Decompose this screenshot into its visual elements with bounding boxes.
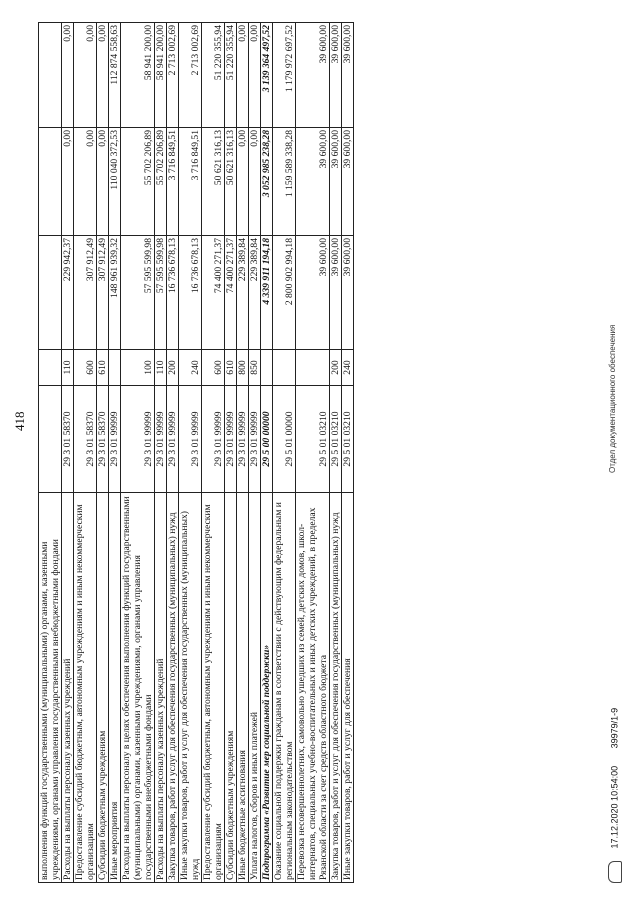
cell-s1: 148 961 939,32 [109, 236, 121, 350]
cell-s3: 39 600,00 [342, 23, 354, 128]
cell-name: Расходы на выплаты персоналу в целях обеспечения выполнения функций государственными (муниципальными) органами, казенными учреждениями, органами управления государственными внебюджетными фондами [121, 493, 155, 883]
cell-vr [261, 350, 273, 386]
cell-s1: 229 389,84 [237, 236, 249, 350]
cell-name: Перевозка несовершеннолетних, самовольно ушедших из семей, детских домов, школ-интернатов, специальных учебно-воспитательных и иных детских учреждений, в пределах Рязанской области за счет средств областного бюджета [296, 493, 330, 883]
cell-name: Оказание социальной поддержки гражданам в соответствии с действующим федеральным и региональным законодательством [273, 493, 296, 883]
cell-code: 29 5 00 00000 [261, 386, 273, 493]
table-row [179, 23, 202, 883]
table-row [121, 23, 155, 883]
budget-table-body [39, 23, 354, 883]
cell-s1: 307 912,49 [97, 236, 109, 350]
cell-vr: 240 [342, 350, 354, 386]
cell-code: 29 3 01 99999 [237, 386, 249, 493]
cell-s2: 55 702 206,89 [121, 128, 155, 236]
cell-code: 29 3 01 99999 [167, 386, 179, 493]
table-row [155, 23, 167, 883]
cell-s2: 55 702 206,89 [155, 128, 167, 236]
cell-code: 29 3 01 99999 [155, 386, 167, 493]
cell-code [39, 386, 62, 493]
cell-s3: 112 874 558,63 [109, 23, 121, 128]
cell-code: 29 3 01 99999 [121, 386, 155, 493]
cell-vr: 110 [62, 350, 74, 386]
cell-s1: 16 736 678,13 [167, 236, 179, 350]
cell-s3: 51 220 355,94 [225, 23, 237, 128]
cell-s2: 110 040 372,53 [109, 128, 121, 236]
cell-vr: 610 [97, 350, 109, 386]
cell-code: 29 3 01 58370 [74, 386, 97, 493]
table-row [249, 23, 261, 883]
cell-s3: 0,00 [97, 23, 109, 128]
cell-vr [109, 350, 121, 386]
cell-s2: 0,00 [249, 128, 261, 236]
cell-code: 29 3 01 99999 [109, 386, 121, 493]
cell-code: 29 5 01 00000 [273, 386, 296, 493]
cell-vr: 100 [121, 350, 155, 386]
cell-s2: 39 600,00 [330, 128, 342, 236]
cell-vr: 600 [202, 350, 225, 386]
cell-code: 29 5 01 03210 [342, 386, 354, 493]
table-row [342, 23, 354, 883]
cell-s2: 3 716 849,51 [179, 128, 202, 236]
cell-s1: 57 595 599,98 [121, 236, 155, 350]
cell-s3: 58 941 200,00 [155, 23, 167, 128]
table-row [39, 23, 62, 883]
table-row [202, 23, 225, 883]
cell-s2: 0,00 [237, 128, 249, 236]
cell-vr: 200 [167, 350, 179, 386]
cell-s1: 2 800 902 994,18 [273, 236, 296, 350]
cell-s1: 39 600,00 [296, 236, 330, 350]
cell-vr [273, 350, 296, 386]
cell-s3: 2 713 002,69 [167, 23, 179, 128]
cell-s1: 39 600,00 [342, 236, 354, 350]
cell-s1: 4 339 911 194,18 [261, 236, 273, 350]
cell-name: Расходы на выплаты персоналу казенных учреждений [155, 493, 167, 883]
footer-stamp [608, 708, 622, 883]
cell-s1: 307 912,49 [74, 236, 97, 350]
footer-datetime: 17.12.2020 10:54:00 [609, 765, 620, 849]
cell-name: Иные закупки товаров, работ и услуг для обеспечения [342, 493, 354, 883]
cell-s1: 74 400 271,37 [225, 236, 237, 350]
cell-s3: 39 600,00 [296, 23, 330, 128]
cell-name: выполнения функций государственными (муниципальными) органами, казенными учреждениями, органами управления государственными внебюджетными фондами [39, 493, 62, 883]
cell-s3: 0,00 [249, 23, 261, 128]
cell-code: 29 3 01 99999 [179, 386, 202, 493]
cell-s2: 0,00 [74, 128, 97, 236]
table-row [74, 23, 97, 883]
cell-code: 29 3 01 58370 [62, 386, 74, 493]
table-row [330, 23, 342, 883]
cell-s2: 3 716 849,51 [167, 128, 179, 236]
table-row [273, 23, 296, 883]
cell-s2: 50 621 316,13 [225, 128, 237, 236]
cell-s3: 3 139 364 497,52 [261, 23, 273, 128]
cell-vr: 110 [155, 350, 167, 386]
cell-name: Субсидии бюджетным учреждениям [225, 493, 237, 883]
table-row [97, 23, 109, 883]
cell-code: 29 3 01 99999 [202, 386, 225, 493]
cell-name: Предоставление субсидий бюджетным, автономным учреждениям и иным некоммерческим организациям [202, 493, 225, 883]
cell-vr: 600 [74, 350, 97, 386]
cell-s2: 0,00 [62, 128, 74, 236]
table-row [296, 23, 330, 883]
cell-s3: 58 941 200,00 [121, 23, 155, 128]
cell-s2: 39 600,00 [296, 128, 330, 236]
cell-code: 29 3 01 58370 [97, 386, 109, 493]
cell-s3 [39, 23, 62, 128]
footer-doc-number: 39979/1-9 [609, 707, 620, 749]
cell-vr: 240 [179, 350, 202, 386]
cell-s3: 2 713 002,69 [179, 23, 202, 128]
cell-name: Подпрограмма «Развитие мер социальной поддержки» [261, 493, 273, 883]
cell-name: Субсидии бюджетным учреждениям [97, 493, 109, 883]
cell-vr [296, 350, 330, 386]
cell-name: Иные закупки товаров, работ и услуг для обеспечения государственных (муниципальных) нужд [179, 493, 202, 883]
cell-s1: 16 736 678,13 [179, 236, 202, 350]
cell-s3: 0,00 [237, 23, 249, 128]
table-row [261, 23, 273, 883]
table-row [109, 23, 121, 883]
cell-vr: 850 [249, 350, 261, 386]
cell-vr: 800 [237, 350, 249, 386]
cell-code: 29 5 01 03210 [330, 386, 342, 493]
cell-s1 [39, 236, 62, 350]
cell-s1: 229 942,37 [62, 236, 74, 350]
table-row [237, 23, 249, 883]
cell-vr [39, 350, 62, 386]
cell-vr: 200 [330, 350, 342, 386]
cell-s2: 39 600,00 [342, 128, 354, 236]
cell-s3: 1 179 972 697,52 [273, 23, 296, 128]
cell-name: Закупка товаров, работ и услуг для обеспечения государственных (муниципальных) нужд [167, 493, 179, 883]
footer-department: Отдел документационного обеспечения [608, 324, 617, 473]
cell-s3: 0,00 [74, 23, 97, 128]
cell-s2: 1 159 589 338,28 [273, 128, 296, 236]
cell-code: 29 5 01 03210 [296, 386, 330, 493]
cell-s2: 50 621 316,13 [202, 128, 225, 236]
cell-name: Уплата налогов, сборов и иных платежей [249, 493, 261, 883]
cell-name: Расходы на выплаты персоналу казенных учреждений [62, 493, 74, 883]
cell-vr: 610 [225, 350, 237, 386]
cell-s1: 229 389,84 [249, 236, 261, 350]
cell-name: Предоставление субсидий бюджетным, автономным учреждениям и иным некоммерческим организациям [74, 493, 97, 883]
cell-name: Иные бюджетные ассигнования [237, 493, 249, 883]
cell-s3: 39 600,00 [330, 23, 342, 128]
cell-s2 [39, 128, 62, 236]
cell-s1: 74 400 271,37 [202, 236, 225, 350]
cell-s2: 0,00 [97, 128, 109, 236]
cell-s3: 51 220 355,94 [202, 23, 225, 128]
cell-name: Иные мероприятия [109, 493, 121, 883]
cell-name: Закупка товаров, работ и услуг для обеспечения государственных (муниципальных) нужд [330, 493, 342, 883]
table-row [167, 23, 179, 883]
cell-code: 29 3 01 99999 [249, 386, 261, 493]
cell-s1: 39 600,00 [330, 236, 342, 350]
emblem-icon [608, 861, 622, 883]
cell-s2: 3 052 985 238,28 [261, 128, 273, 236]
table-row [62, 23, 74, 883]
cell-s3: 0,00 [62, 23, 74, 128]
cell-s1: 57 595 599,98 [155, 236, 167, 350]
cell-code: 29 3 01 99999 [225, 386, 237, 493]
page-number: 418 [12, 411, 27, 431]
budget-table [38, 22, 354, 883]
table-row [225, 23, 237, 883]
